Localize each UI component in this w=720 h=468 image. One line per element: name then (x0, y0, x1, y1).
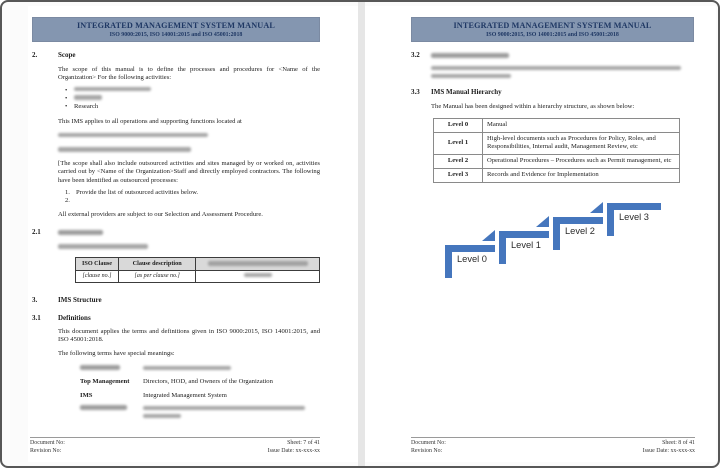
page-title: INTEGRATED MANAGEMENT SYSTEM MANUAL (453, 21, 652, 30)
list-item (65, 189, 320, 197)
table-row (434, 132, 680, 154)
redacted-line (58, 132, 320, 140)
section-number: 2. (32, 51, 38, 59)
page-subtitle: ISO 9000:2015, ISO 14001:2015 and ISO 45001:2018 (486, 31, 619, 38)
redacted-text (58, 133, 208, 138)
redacted-text (431, 74, 511, 79)
term: Top Management (80, 378, 130, 386)
level-cell: Level 0 (434, 118, 483, 132)
section-heading-scope (32, 51, 320, 60)
section-number: 3.1 (32, 313, 41, 322)
paragraph-scope-intro: The scope of this manual is to define the processes and procedures for <Name of the Organization> For the following activities: (58, 65, 320, 81)
redacted-line (58, 243, 320, 251)
section-number: 3. (32, 296, 38, 305)
section-title: IMS Structure (58, 296, 102, 305)
redacted-text (208, 261, 308, 266)
step-label: Level 0 (457, 253, 487, 264)
step-level-3 (607, 203, 661, 236)
term-row (80, 392, 320, 400)
paragraph-definitions: This document applies the terms and definitions given in ISO 9000:2015, ISO 14001:2015, and ISO 45001:2018. (58, 328, 320, 344)
bullet-marker: • (65, 103, 68, 111)
level-cell: Level 2 (434, 154, 483, 168)
table-row (434, 118, 680, 132)
description-cell: Records and Evidence for Implementation (483, 168, 680, 182)
table-cell-redacted (196, 270, 320, 283)
description-cell: Operational Procedures – Procedures such as Permit management, etc (483, 154, 680, 168)
issue-date: Issue Date: xx-xxx-xx (642, 447, 695, 454)
bullet-marker: • (65, 95, 68, 103)
section-title: Definitions (58, 313, 91, 322)
term: IMS (80, 391, 93, 399)
footer-left (411, 440, 446, 455)
section-heading-ims-structure (32, 296, 320, 305)
section-title: IMS Manual Hierarchy (431, 88, 502, 96)
redacted-text (58, 244, 148, 249)
page-title: INTEGRATED MANAGEMENT SYSTEM MANUAL (76, 21, 276, 30)
revision-no-label: Revision No: (411, 447, 443, 454)
sheet-number: Sheet: 8 of 41 (662, 440, 695, 446)
definition-redacted (143, 365, 231, 374)
list-item-text: Provide the list of outsourced activities below. (76, 188, 199, 196)
list-item (65, 87, 320, 95)
table-header-row (76, 258, 320, 271)
paragraph-hierarchy-intro: The Manual has been designed within a hierarchy structure, as shown below: (431, 102, 635, 110)
step-level-2 (553, 202, 603, 250)
section-heading-manual-structure (411, 51, 694, 60)
step-horizontal-bar (445, 245, 495, 252)
footer-right (268, 440, 320, 455)
document-no-label: Document No: (411, 440, 446, 446)
table-row (434, 154, 680, 168)
list-item (65, 103, 320, 111)
definition: Directors, HOD, and Owners of the Organization (143, 378, 273, 386)
page-sheet-7 (28, 6, 358, 462)
step-arrow-triangle (590, 202, 603, 213)
step-label: Level 3 (619, 211, 649, 222)
step-up-diagram (431, 195, 681, 287)
term-row (80, 405, 320, 419)
footer-left (30, 440, 65, 455)
paragraph-terms-intro: The following terms have special meanings: (58, 350, 175, 358)
redacted-text (244, 273, 272, 278)
step-level-0 (445, 230, 495, 278)
definition-redacted (143, 405, 305, 419)
section-heading-hierarchy (411, 88, 694, 97)
table-row (434, 168, 680, 182)
hierarchy-table (433, 118, 680, 183)
paragraph-outsourced: [The scope shall also include outsourced activities and sites managed by or worked on, activities carried out by <Name of the Organization>Staff and directly employed contractors. The following have been identified as outsourced processes: (58, 160, 320, 184)
header-banner (32, 17, 320, 42)
redacted-text (143, 414, 181, 419)
step-horizontal-bar (553, 217, 603, 224)
redacted-paragraph (431, 66, 694, 79)
revision-no-label: Revision No: (30, 447, 62, 454)
list-item-text: Research (74, 103, 99, 111)
list-item (65, 197, 320, 205)
step-label: Level 2 (565, 225, 595, 236)
page-gap (358, 2, 365, 466)
redacted-text (431, 66, 681, 71)
step-horizontal-bar (607, 203, 661, 210)
sheet-number: Sheet: 7 of 41 (287, 440, 320, 446)
definitions-list (80, 365, 320, 419)
issue-date: Issue Date: xx-xxx-xx (267, 447, 320, 454)
bullet-marker: • (65, 86, 68, 94)
redacted-text (80, 405, 127, 411)
list-number: 1. (65, 188, 70, 196)
paragraph-providers: All external providers are subject to our Selection and Assessment Procedure. (58, 211, 263, 219)
bullet-list (65, 87, 320, 112)
step-level-1 (499, 216, 549, 264)
definition: Integrated Management System (143, 391, 227, 399)
redacted-text (74, 87, 151, 92)
section-heading-exclusions (32, 228, 320, 237)
step-label: Level 1 (511, 239, 541, 250)
section-heading-definitions (32, 314, 320, 323)
header-banner (411, 17, 694, 42)
redacted-text (74, 95, 102, 100)
description-cell: High-level documents such as Procedures for Policy, Roles, and Responsibilities, Internal audit, Management Review, etc (483, 132, 680, 154)
page-footer (411, 437, 695, 455)
footer-right (643, 440, 695, 455)
redacted-text (143, 366, 231, 371)
redacted-text (143, 406, 305, 411)
term-redacted (80, 365, 143, 374)
section-title: Scope (58, 51, 76, 59)
column-header: Clause description (119, 258, 196, 271)
table-cell: [clause no.] (76, 270, 119, 283)
redacted-line (58, 146, 320, 154)
step-arrow-triangle (536, 216, 549, 227)
list-number: 2. (65, 196, 70, 204)
document-no-label: Document No: (30, 440, 65, 446)
page-subtitle: ISO 9000:2015, ISO 14001:2015 and ISO 45001:2018 (109, 31, 243, 38)
redacted-text (58, 230, 103, 236)
column-header: ISO Clause (76, 258, 119, 271)
redacted-text (80, 365, 120, 371)
exclusions-table (75, 257, 320, 283)
section-number: 2.1 (32, 228, 41, 237)
numbered-list (65, 189, 320, 205)
level-cell: Level 1 (434, 132, 483, 154)
level-cell: Level 3 (434, 168, 483, 182)
step-arrow-triangle (482, 230, 495, 241)
redacted-text (431, 53, 509, 59)
column-header-redacted (196, 258, 320, 271)
table-cell: [as per clause no.] (119, 270, 196, 283)
term-row (80, 378, 320, 386)
section-number: 3.3 (411, 88, 420, 96)
description-cell: Manual (483, 118, 680, 132)
page-sheet-8 (365, 6, 716, 462)
page-footer (30, 437, 320, 455)
section-number: 3.2 (411, 51, 420, 59)
table-row (76, 270, 320, 283)
term-row (80, 365, 320, 374)
paragraph-ims-applies: This IMS applies to all operations and supporting functions located at (58, 117, 242, 125)
step-horizontal-bar (499, 231, 549, 238)
list-item (65, 95, 320, 103)
term-redacted (80, 405, 143, 419)
redacted-text (58, 147, 191, 152)
